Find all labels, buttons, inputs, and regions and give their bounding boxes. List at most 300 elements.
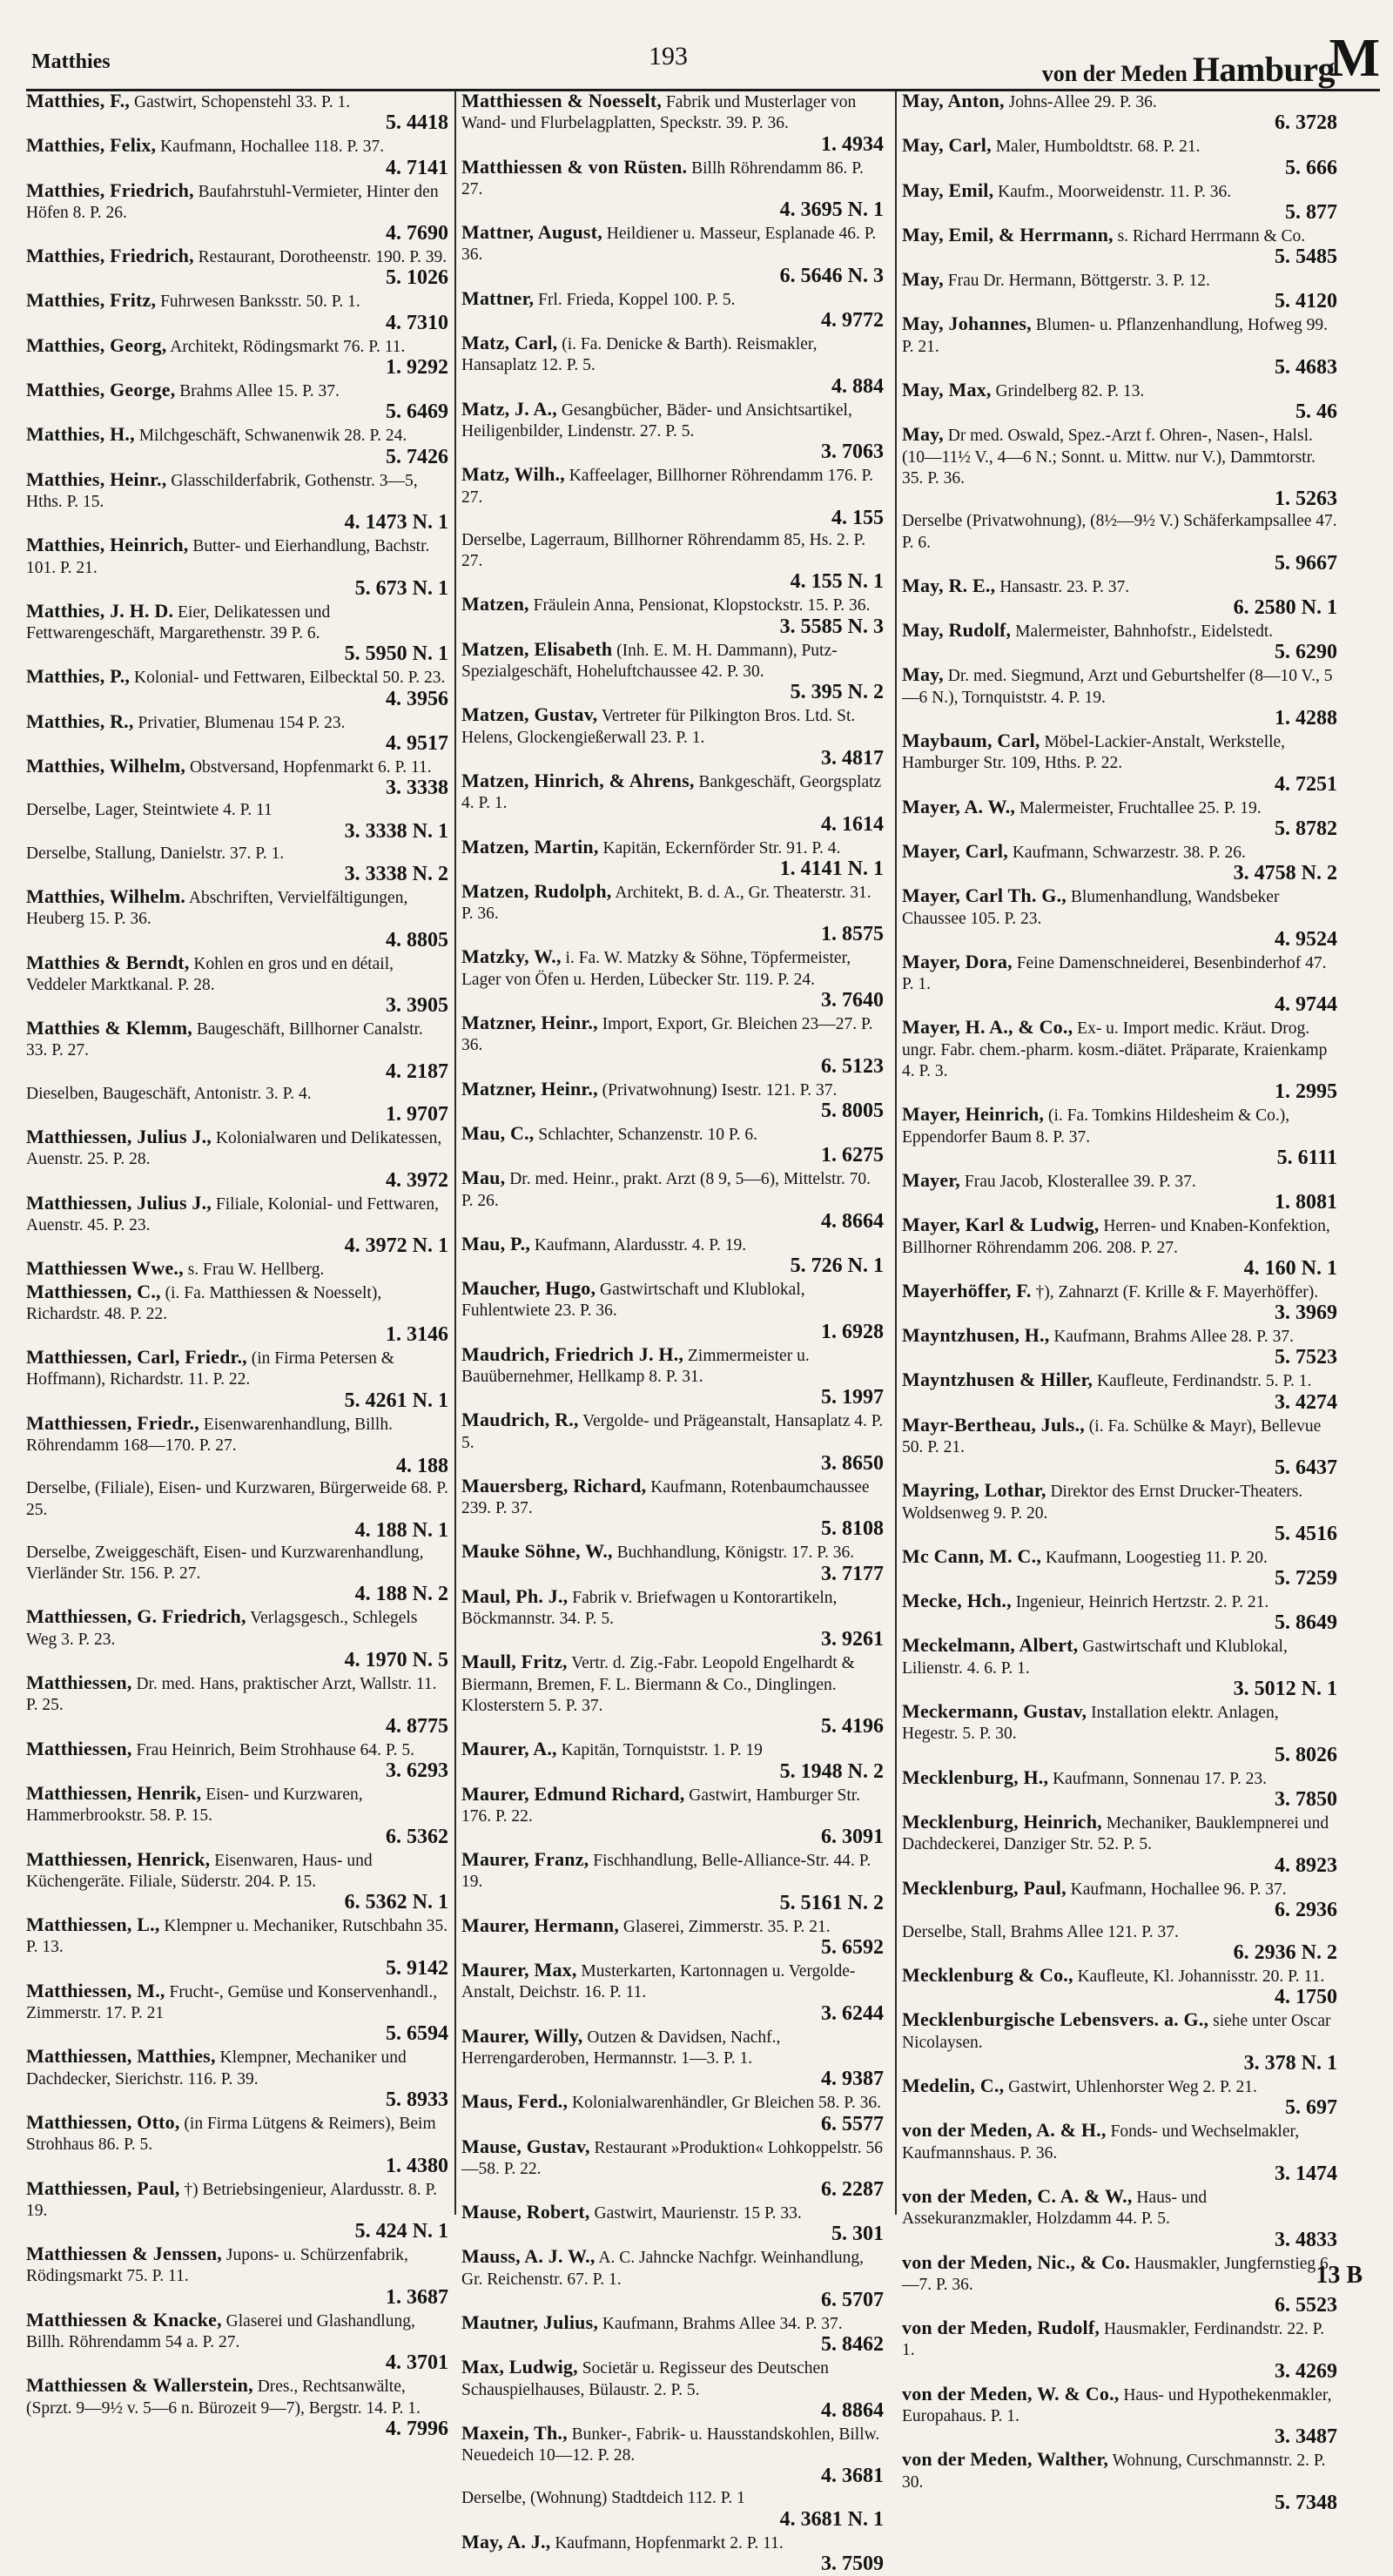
directory-entry: [902, 2449, 1337, 2515]
directory-entry: [902, 885, 1337, 952]
directory-entry: [902, 1480, 1337, 1546]
entry-text: Privatier, Blumenau 154 P. 23.: [138, 713, 346, 732]
entry-text: Frau Dr. Hermann, Böttgerstr. 3. P. 12.: [947, 272, 1210, 291]
entry-phone: 5. 46: [1295, 400, 1337, 424]
entry-name: Matthies, Heinr.,: [26, 467, 167, 490]
directory-entry: [26, 2046, 448, 2112]
directory-entry: [902, 269, 1337, 313]
entry-phone: 5. 6437: [1275, 1456, 1337, 1480]
directory-entry: [461, 2026, 884, 2092]
section-letter: M: [1329, 29, 1380, 88]
entry-name: Maus, Ferd.,: [461, 2090, 569, 2113]
directory-entry: [461, 2357, 884, 2423]
entry-text: Kaufleute, Ferdinandstr. 5. P. 1.: [1096, 1372, 1312, 1391]
directory-entry: [26, 1739, 448, 1783]
entry-text: (i. Fa. Tomkins Hildesheim & Co.), Eppendorfer Baum 8. P. 37.: [902, 1106, 1290, 1147]
directory-entry: [26, 1084, 448, 1127]
directory-entry: [461, 2532, 884, 2576]
entry-text: Abschriften, Vervielfältigungen, Heuberg 15. P. 36.: [26, 888, 408, 929]
entry-phone: 5. 8933: [386, 2088, 448, 2111]
entry-phone: 4. 1750: [1275, 1986, 1337, 2009]
entry-text: Kaufmann, Hochallee 96. P. 37.: [1070, 1880, 1287, 1899]
entry-text: Derselbe, (Wohnung) Stadtdeich 112. P. 1: [461, 2489, 745, 2508]
entry-phone: 4. 3701: [386, 2351, 448, 2375]
entry-phone: 5. 8005: [821, 1099, 884, 1122]
entry-text: Societär u. Regisseur des Deutschen Schauspielhauses, Bülaustr. 2. P. 5.: [461, 2359, 829, 2399]
entry-text: Ex- u. Import medic. Kräut. Drog. ungr. Fabr. chem.-pharm. kosm.-diätet. Präparate, Kraienkamp 4. P. 3.: [902, 1019, 1328, 1081]
entry-name: Matthies, Friedrich,: [26, 245, 194, 267]
entry-name: Maurer, Franz,: [461, 1848, 589, 1871]
entry-name: May, Carl,: [902, 134, 992, 157]
entry-text: Fabrik v. Briefwagen u Kontorartikeln, Böckmannstr. 34. P. 5.: [461, 1588, 838, 1629]
entry-phone: 3. 3969: [1275, 1301, 1337, 1325]
directory-entry: [461, 1123, 884, 1167]
directory-entry: [902, 2075, 1337, 2120]
entry-text: Dr. med. Hans, praktischer Arzt, Wallstr. 11. P. 25.: [26, 1675, 437, 1715]
entry-name: Mau,: [461, 1167, 506, 1189]
directory-entry: [902, 1635, 1337, 1701]
entry-text: Dr. med. Heinr., prakt. Arzt (8 9, 5—6), Mittelstr. 70. P. 26.: [461, 1170, 871, 1210]
entry-phone: 4. 8923: [1275, 1853, 1337, 1877]
entry-phone: 4. 8775: [386, 1714, 448, 1738]
entry-phone: 4. 2187: [386, 1059, 448, 1083]
directory-entry: [461, 530, 884, 595]
entry-phone: 6. 3728: [1275, 111, 1337, 135]
directory-entry: [902, 797, 1337, 841]
directory-entry: [26, 1606, 448, 1672]
entry-text: Gastwirt, Schopenstehl 33. P. 1.: [134, 93, 351, 111]
entry-phone: 4. 3695 N. 1: [779, 198, 884, 222]
directory-entry: [461, 1651, 884, 1739]
directory-entry: [461, 2312, 884, 2357]
entry-text: Frl. Frieda, Koppel 100. P. 5.: [538, 290, 736, 309]
directory-entry: [461, 1079, 884, 1123]
directory-entry: [26, 1127, 448, 1193]
entry-phone: 5. 6592: [821, 1936, 884, 1960]
page-header: [26, 29, 1380, 89]
directory-entry: [902, 2384, 1337, 2450]
entry-text: Kapitän, Tornquiststr. 1. P. 19: [561, 1741, 763, 1760]
entry-text: Gastwirt, Maurienstr. 15 P. 33.: [594, 2204, 802, 2223]
entry-name: Matzen, Gustav,: [461, 703, 598, 726]
entry-name: Matzner, Heinr.,: [461, 1077, 598, 1100]
entry-phone: 4. 3956: [386, 687, 448, 710]
entry-name: Matthiessen, Julius J.,: [26, 1126, 212, 1148]
directory-entry: [26, 290, 448, 334]
entry-phone: 5. 7259: [1275, 1567, 1337, 1591]
entry-name: Mayer, A. W.,: [902, 795, 1016, 817]
entry-phone: 5. 7523: [1275, 1346, 1337, 1369]
entry-text: Bankgeschäft, Georgsplatz 4. P. 1.: [461, 772, 882, 813]
entry-name: Matthiessen, Henrick,: [26, 1847, 211, 1870]
entry-text: Architekt, Rödingsmarkt 76. P. 11.: [170, 337, 406, 356]
entry-name: Matthiessen & Wallerstein,: [26, 2374, 253, 2397]
entry-name: Matthies, Friedrich,: [26, 178, 194, 201]
entry-phone: 6. 5577: [821, 2112, 884, 2135]
entry-phone: 4. 9744: [1275, 993, 1337, 1017]
directory-entry: [26, 335, 448, 380]
entry-name: Matthiessen & Knacke,: [26, 2308, 222, 2331]
directory-entry: [26, 380, 448, 424]
entry-name: May, A. J.,: [461, 2530, 551, 2552]
entry-name: Matthiessen, Matthies,: [26, 2045, 216, 2068]
entry-phone: 5. 9142: [386, 1956, 448, 1980]
directory-entry: [902, 511, 1337, 575]
directory-entry: [26, 1347, 448, 1413]
directory-page: [26, 0, 1380, 2576]
entry-phone: 1. 2995: [1275, 1080, 1337, 1104]
entry-text: Malermeister, Fruchtallee 25. P. 19.: [1020, 798, 1262, 817]
entry-phone: 4. 7251: [1275, 772, 1337, 796]
entry-name: Mayerhöffer, F.: [902, 1279, 1032, 1301]
entry-text: Glasschilderfabrik, Gothenstr. 3—5, Hths. P. 15.: [26, 471, 418, 511]
entry-name: Mattner,: [461, 286, 535, 309]
directory-entry: [461, 770, 884, 837]
directory-entry: [26, 1543, 448, 1607]
entry-name: Matthiessen,: [26, 1737, 132, 1759]
entry-phone: 3. 6244: [821, 2001, 884, 2025]
entry-phone: 3. 4817: [821, 746, 884, 770]
entry-phone: 5. 1026: [386, 266, 448, 290]
directory-entry: [902, 2186, 1337, 2252]
directory-entry: [461, 1234, 884, 1278]
entry-name: von der Meden, Walther,: [902, 2448, 1109, 2471]
entry-phone: 4. 1473 N. 1: [344, 511, 448, 535]
directory-entry: [26, 800, 448, 843]
entry-name: Matz, Wilh.,: [461, 463, 565, 486]
entry-name: Matzky, W.,: [461, 945, 562, 968]
entry-name: Mecklenburgische Lebensvers. a. G.,: [902, 2008, 1209, 2031]
entry-name: Meckermann, Gustav,: [902, 1700, 1087, 1723]
entry-phone: 5. 6469: [386, 400, 448, 424]
entry-text: Zimmermeister u. Bauübernehmer, Hellkamp 8. P. 31.: [461, 1346, 810, 1386]
directory-entry: [902, 1812, 1337, 1878]
entry-phone: 5. 726 N. 1: [790, 1254, 884, 1278]
directory-entry: [461, 1476, 884, 1542]
entry-name: Mayer, Carl,: [902, 839, 1008, 862]
directory-entry: [26, 844, 448, 886]
entry-text: Derselbe, Stallung, Danielstr. 37. P. 1.: [26, 844, 285, 863]
directory-entry: [461, 2091, 884, 2135]
entry-text: Gastwirtschaft und Klublokal, Fuhlentwiete 23. P. 36.: [461, 1281, 805, 1321]
directory-entry: [902, 1325, 1337, 1369]
directory-entry: [26, 91, 448, 135]
directory-entry: [461, 1167, 884, 1234]
entry-phone: 1. 4934: [821, 132, 884, 156]
entry-text: Jupons- u. Schürzenfabrik, Rödingsmarkt 75. P. 11.: [26, 2246, 408, 2286]
entry-phone: 1. 4288: [1275, 707, 1337, 730]
entry-phone: 1. 4141 N. 1: [779, 857, 884, 880]
entry-phone: 5. 7348: [1275, 2491, 1337, 2514]
entry-phone: 1. 6275: [821, 1144, 884, 1167]
entry-name: Matthiessen, Julius J.,: [26, 1191, 212, 1214]
directory-entry: [26, 666, 448, 710]
entry-text: Verlagsgesch., Schlegels Weg 3. P. 23.: [26, 1609, 418, 1649]
entry-name: May, Rudolf,: [902, 619, 1012, 642]
entry-text: Fonds- und Wechselmakler, Kaufmannshaus. P. 36.: [902, 2122, 1300, 2162]
entry-text: Kaufleute, Kl. Johannisstr. 20. P. 11.: [1077, 1967, 1325, 1987]
directory-entry: [26, 601, 448, 667]
directory-entry: [902, 424, 1337, 511]
entry-text: Butter- und Eierhandlung, Bachstr. 101. P. 21.: [26, 537, 430, 577]
entry-phone: 3. 4269: [1275, 2359, 1337, 2383]
directory-entry: [902, 620, 1337, 664]
entry-text: (in Firma Lütgens & Reimers), Beim Strohhaus 86. P. 5.: [26, 2114, 436, 2155]
directory-entry: [902, 1546, 1337, 1591]
entry-text: Vertreter für Pilkington Bros. Ltd. St. Helens, Glockengießerwall 23. P. 1.: [461, 707, 856, 747]
entry-phone: 5. 4120: [1275, 290, 1337, 313]
entry-name: Matthiessen, M.,: [26, 1979, 165, 2001]
entry-name: May, Emil,: [902, 178, 994, 201]
column-1: [26, 91, 448, 2441]
entry-name: Matthies, H.,: [26, 423, 135, 446]
entry-name: Matz, J. A.,: [461, 397, 557, 420]
entry-text: Dieselben, Baugeschäft, Antonistr. 3. P. 4.: [26, 1084, 312, 1103]
header-first-entry: Matthies: [31, 50, 111, 73]
entry-text: Glaserei, Zimmerstr. 35. P. 21.: [622, 1917, 831, 1936]
entry-phone: 3. 7850: [1275, 1787, 1337, 1811]
entry-phone: 3. 5585 N. 3: [779, 615, 884, 638]
entry-name: Matzen, Rudolph,: [461, 879, 612, 902]
directory-entry: [26, 711, 448, 756]
header-last-entry-text: von der Meden: [1041, 61, 1188, 86]
entry-text: A. C. Jahncke Nachfgr. Weinhandlung, Gr. Reichenstr. 67. P. 1.: [461, 2249, 864, 2289]
entry-text: Fräulein Anna, Pensionat, Klopstockstr. 15. P. 36.: [533, 596, 871, 615]
entry-name: Mecke, Hch.,: [902, 1590, 1012, 1612]
entry-phone: 6. 2287: [821, 2178, 884, 2202]
entry-phone: 3. 3338 N. 2: [344, 862, 448, 885]
directory-entry: [461, 837, 884, 881]
directory-entry: [26, 2375, 448, 2441]
entry-phone: 1. 3687: [386, 2285, 448, 2309]
entry-text: Baugeschäft, Billhorner Canalstr. 33. P. 27.: [26, 1020, 423, 1060]
entry-name: Matzen, Martin,: [461, 835, 599, 858]
entry-phone: 5. 5485: [1275, 245, 1337, 269]
entry-name: Maudrich, Friedrich J. H.,: [461, 1342, 684, 1365]
entry-name: Matthiessen, Paul,: [26, 2176, 180, 2199]
entry-text: Gastwirt, Hamburger Str. 176. P. 22.: [461, 1786, 861, 1826]
entry-text: Derselbe, Zweiggeschäft, Eisen- und Kurzwarenhandlung, Vierländer Str. 156. P. 27.: [26, 1543, 424, 1584]
entry-name: Mayer, H. A., & Co.,: [902, 1016, 1073, 1039]
entry-text: siehe unter Oscar Nicolaysen.: [902, 2012, 1331, 2052]
directory-entry: [26, 424, 448, 468]
directory-entry: [902, 1922, 1337, 1965]
entry-phone: 5. 6290: [1275, 641, 1337, 664]
entry-name: Mayer,: [902, 1168, 960, 1191]
entry-phone: 4. 3681 N. 1: [779, 2507, 884, 2531]
directory-entry: [461, 1739, 884, 1783]
entry-name: May, Johannes,: [902, 313, 1032, 335]
entry-text: Eisenwarenhandlung, Billh. Röhrendamm 168—170. P. 27.: [26, 1415, 393, 1455]
entry-phone: 4. 188: [396, 1455, 448, 1478]
directory-entry: [902, 380, 1337, 424]
directory-entry: [26, 1849, 448, 1915]
entry-text: Gesangbücher, Bäder- und Ansichtsartikel, Heiligenbilder, Lindenstr. 27. P. 5.: [461, 400, 852, 441]
entry-text: Direktor des Ernst Drucker-Theaters. Woldsenweg 9. P. 20.: [902, 1483, 1303, 1523]
entry-name: May,: [902, 663, 944, 686]
entry-phone: 4. 1970 N. 5: [344, 1649, 448, 1672]
entry-phone: 3. 3338 N. 1: [344, 819, 448, 843]
directory-entry: [26, 2178, 448, 2244]
entry-name: Maul, Ph. J.,: [461, 1584, 569, 1607]
entry-phone: 1. 8575: [821, 923, 884, 946]
directory-entry: [461, 881, 884, 947]
entry-phone: 3. 5012 N. 1: [1233, 1678, 1337, 1701]
directory-entry: [902, 575, 1337, 620]
entry-text: Mechaniker, Bauklempnerei und Dachdeckerei, Danziger Str. 52. P. 5.: [902, 1813, 1329, 1854]
entry-name: Matthiessen, C.,: [26, 1280, 161, 1302]
entry-text: Import, Export, Gr. Bleichen 23—27. P. 36.: [461, 1015, 873, 1055]
directory-entry: [461, 2136, 884, 2203]
entry-text: Möbel-Lackier-Anstalt, Werkstelle, Hamburger Str. 109, Hths. P. 22.: [902, 733, 1286, 773]
directory-entry: [26, 1783, 448, 1849]
entry-name: Maurer, Hermann,: [461, 1914, 620, 1936]
entry-text: Eier, Delikatessen und Fettwarengeschäft, Margarethenstr. 39 P. 6.: [26, 602, 331, 643]
entry-phone: 5. 6111: [1276, 1146, 1337, 1169]
entry-text: (i. Fa. Schülke & Mayr), Bellevue 50. P. 21.: [902, 1416, 1322, 1456]
entry-text: Feine Damenschneiderei, Besenbinderhof 47. P. 1.: [902, 953, 1327, 994]
entry-text: Vertr. d. Zig.-Fabr. Leopold Engelhardt & Biermann, Bremen, F. L. Biermann & Co., Dinglingen. Klosterstern 5. P. 37.: [461, 1654, 855, 1715]
entry-name: Mause, Gustav,: [461, 2135, 590, 2157]
entry-name: Matthiessen, G. Friedrich,: [26, 1605, 246, 1628]
entry-name: von der Meden, Nic., & Co.: [902, 2250, 1131, 2273]
directory-entry: [26, 180, 448, 246]
entry-phone: 5. 697: [1285, 2096, 1337, 2120]
entry-text: Herren- und Knaben-Konfektion, Billhorner Röhrendamm 206. 208. P. 27.: [902, 1217, 1330, 1257]
entry-name: Mauke Söhne, W.,: [461, 1540, 613, 1563]
entry-name: Matthies, Wilhelm,: [26, 755, 186, 777]
entry-text: Kolonial- und Fettwaren, Eilbecktal 50. P. 23.: [134, 669, 446, 688]
entry-text: Eisenwaren, Haus- und Küchengeräte. Filiale, Süderstr. 204. P. 15.: [26, 1851, 373, 1891]
entry-phone: 5. 8026: [1275, 1743, 1337, 1766]
entry-text: Schlachter, Schanzenstr. 10 P. 6.: [538, 1125, 757, 1144]
directory-entry: [902, 664, 1337, 730]
directory-entry: [461, 222, 884, 288]
entry-name: Matthies, George,: [26, 379, 176, 401]
entry-name: Matthiessen, Carl, Friedr.,: [26, 1346, 247, 1369]
directory-entry: [902, 1878, 1337, 1922]
directory-entry: [26, 1018, 448, 1084]
entry-text: Restaurant, Dorotheenstr. 190. P. 39.: [198, 248, 448, 267]
directory-entry: [461, 288, 884, 333]
entry-text: s. Frau W. Hellberg.: [187, 1261, 325, 1280]
entry-text: Filiale, Kolonial- und Fettwaren, Auenstr. 45. P. 23.: [26, 1194, 440, 1234]
directory-entry: [902, 1281, 1337, 1325]
directory-entry: [902, 1017, 1337, 1104]
entry-name: Mau, C.,: [461, 1121, 535, 1144]
entry-phone: 1. 3146: [386, 1323, 448, 1347]
entry-phone: 4. 7690: [386, 222, 448, 245]
entry-text: Kaufmann, Hopfenmarkt 2. P. 11.: [555, 2533, 784, 2552]
entry-text: Kolonialwaren und Delikatessen, Auenstr. 25. P. 28.: [26, 1129, 442, 1169]
entry-name: Mecklenburg, Heinrich,: [902, 1810, 1102, 1833]
directory-entry: [26, 2310, 448, 2376]
entry-name: Medelin, C.,: [902, 2075, 1005, 2097]
directory-entry: [461, 946, 884, 1012]
entry-phone: 1. 9292: [386, 356, 448, 380]
entry-phone: 3. 4833: [1275, 2228, 1337, 2251]
entry-phone: 3. 3487: [1275, 2425, 1337, 2449]
entry-phone: 3. 7640: [821, 989, 884, 1012]
entry-phone: 5. 8462: [821, 2333, 884, 2357]
entry-phone: 3. 3905: [386, 994, 448, 1018]
entry-text: Billh Röhrendamm 86. P. 27.: [461, 158, 864, 198]
directory-entry: [461, 1278, 884, 1344]
entry-name: Mayer, Carl Th. G.,: [902, 884, 1067, 907]
entry-phone: 5. 8108: [821, 1517, 884, 1541]
directory-entry: [26, 1478, 448, 1543]
directory-entry: [26, 1193, 448, 1259]
entry-phone: 4. 188 N. 1: [354, 1518, 448, 1542]
directory-entry: [902, 1965, 1337, 2009]
entry-text: Obstversand, Hopfenmarkt 6. P. 11.: [189, 758, 432, 777]
directory-entry: [902, 1767, 1337, 1812]
entry-text: Outzen & Davidsen, Nachf., Herrengarderoben, Hermannstr. 1—3. P. 1.: [461, 2028, 781, 2068]
entry-phone: 4. 8864: [821, 2398, 884, 2422]
directory-entry: [902, 2252, 1337, 2318]
entry-name: Matz, Carl,: [461, 332, 558, 354]
entry-text: Kolonialwarenhändler, Gr Bleichen 58. P. 36.: [572, 2094, 882, 2113]
directory-entry: [461, 91, 884, 157]
entry-text: Bunker-, Fabrik- u. Hausstandskohlen, Billw. Neuedeich 10—12. P. 28.: [461, 2425, 880, 2465]
entry-phone: 1. 8081: [1275, 1191, 1337, 1214]
entry-text: Blumenhandlung, Wandsbeker Chaussee 105. P. 23.: [902, 888, 1280, 928]
entry-name: Matthies, J. H. D.: [26, 599, 174, 622]
directory-entry: [902, 730, 1337, 797]
entry-name: May,: [902, 423, 944, 446]
entry-phone: 3. 3338: [386, 777, 448, 800]
entry-phone: 4. 160 N. 1: [1243, 1256, 1337, 1280]
entry-phone: 4. 7141: [386, 156, 448, 179]
entry-text: (in Firma Petersen & Hoffmann), Richardstr. 11. P. 22.: [26, 1349, 394, 1389]
entry-name: Mecklenburg, H.,: [902, 1766, 1049, 1788]
entry-name: von der Meden, C. A. & W.,: [902, 2184, 1133, 2207]
directory-entry: [902, 1591, 1337, 1635]
entry-text: Grindelberg 82. P. 13.: [995, 382, 1145, 401]
entry-text: Kaufmann, Brahms Allee 34. P. 37.: [602, 2315, 843, 2333]
directory-entry: [461, 1541, 884, 1585]
entry-name: Mauersberg, Richard,: [461, 1474, 647, 1497]
directory-entry: [26, 1258, 448, 1281]
entry-name: Mause, Robert,: [461, 2201, 590, 2223]
entry-name: May,: [902, 268, 944, 291]
directory-entry: [461, 157, 884, 223]
entry-text: Kaffeelager, Billhorner Röhrendamm 176. P. 27.: [461, 467, 874, 507]
directory-entry: [461, 1409, 884, 1476]
entry-name: Matthiessen & von Rüsten.: [461, 155, 688, 178]
directory-entry: [902, 841, 1337, 885]
entry-phone: 5. 877: [1285, 200, 1337, 224]
entry-text: Frau Heinrich, Beim Strohhause 64. P. 5.: [136, 1740, 414, 1759]
entry-text: Derselbe, (Filiale), Eisen- und Kurzwaren, Bürgerweide 68. P. 25.: [26, 1479, 448, 1519]
entry-text: Klempner u. Mechaniker, Rutschbahn 35. P. 13.: [26, 1917, 448, 1957]
entry-text: Hansastr. 23. P. 37.: [999, 577, 1130, 596]
entry-name: Matzen, Hinrich, & Ahrens,: [461, 769, 695, 791]
entry-text: Brahms Allee 15. P. 37.: [179, 382, 340, 401]
entry-name: Maurer, A.,: [461, 1738, 557, 1760]
entry-name: Max, Ludwig,: [461, 2356, 578, 2378]
entry-phone: 4. 188 N. 2: [354, 1583, 448, 1606]
directory-entry: [26, 2112, 448, 2178]
entry-name: Mayr-Bertheau, Juls.,: [902, 1413, 1085, 1436]
entry-name: Matthiessen Wwe.,: [26, 1257, 184, 1280]
entry-name: Matthiessen & Noesselt,: [461, 90, 663, 111]
entry-phone: 3. 9261: [821, 1628, 884, 1651]
entry-phone: 1. 5263: [1275, 488, 1337, 511]
entry-name: Mau, P.,: [461, 1232, 531, 1254]
header-city: Hamburg: [1192, 50, 1335, 89]
entry-name: May, Anton,: [902, 90, 1005, 111]
